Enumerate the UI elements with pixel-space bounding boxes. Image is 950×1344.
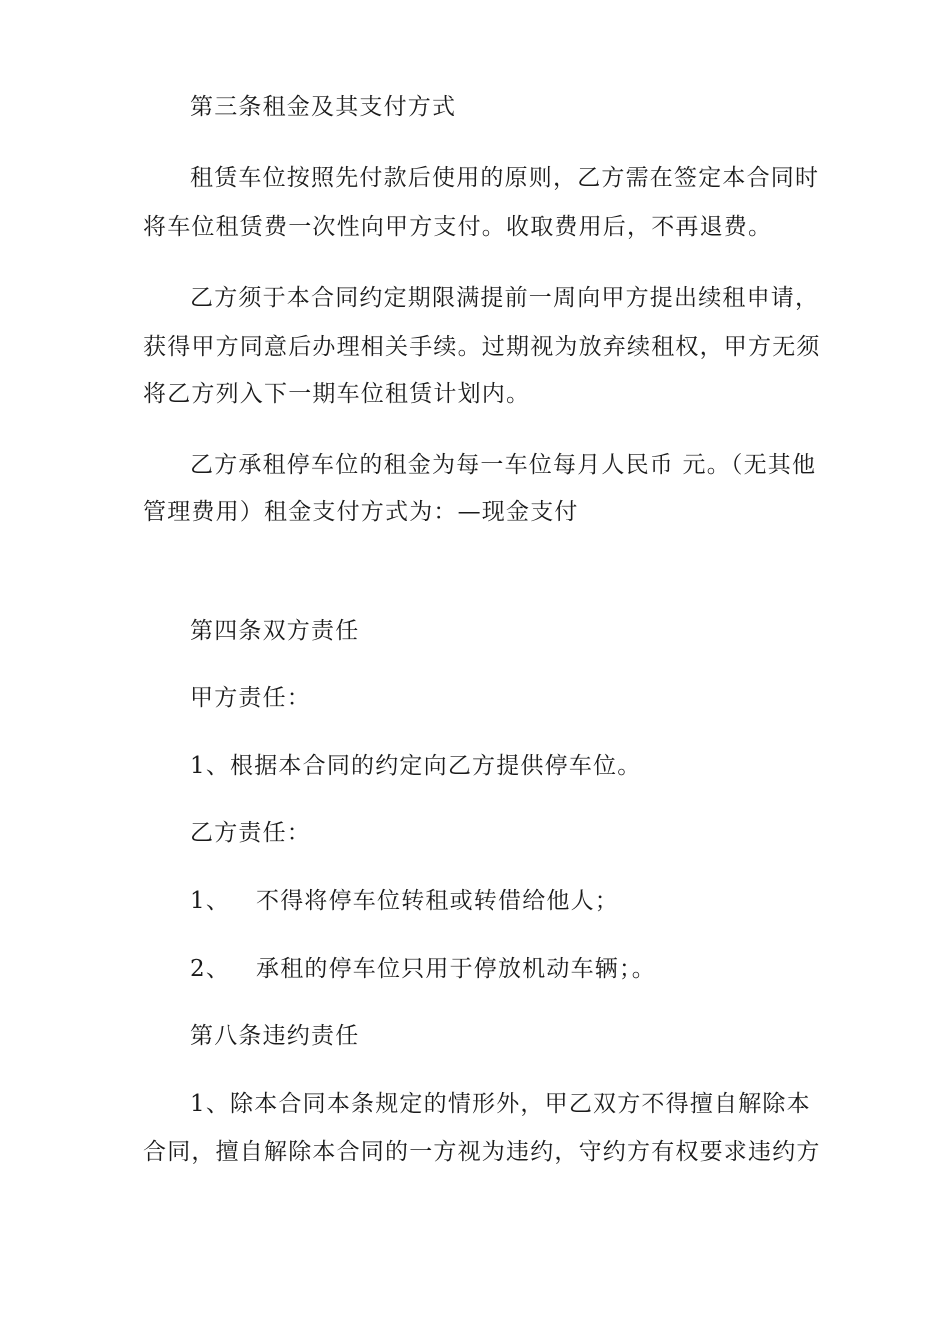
section-3-para-3-line-1: 乙方承租停车位的租金为每一车位每月人民币 元。（无其他	[190, 452, 817, 478]
list-number: 1、	[190, 888, 231, 914]
section-8-heading: 第八条违约责任	[190, 1023, 360, 1049]
party-b-item-1	[190, 886, 619, 916]
list-number: 2、	[190, 956, 231, 982]
section-4-heading: 第四条双方责任	[190, 618, 360, 644]
party-a-label: 甲方责任：	[190, 685, 311, 711]
section-8-para-1-line-1: 1、除本合同本条规定的情形外，甲乙双方不得擅自解除本	[190, 1091, 811, 1117]
party-b-item-2	[190, 954, 656, 984]
section-3-para-2-line-2: 获得甲方同意后办理相关手续。过期视为放弃续租权，甲方无须	[143, 334, 821, 360]
list-item-text: 承租的停车位只用于停放机动车辆；。	[256, 956, 656, 982]
party-a-item-1: 1、根据本合同的约定向乙方提供停车位。	[190, 753, 642, 779]
section-3-para-2-line-3: 将乙方列入下一期车位租赁计划内。	[143, 381, 531, 407]
section-8-para-1-line-2: 合同，擅自解除本合同的一方视为违约，守约方有权要求违约方	[143, 1139, 821, 1165]
party-b-label: 乙方责任：	[190, 820, 311, 846]
section-3-para-3-line-2: 管理费用）租金支付方式为：—现金支付	[143, 499, 579, 525]
section-3-para-1-line-2: 将车位租赁费一次性向甲方支付。收取费用后，不再退费。	[143, 214, 773, 240]
list-item-text: 不得将停车位转租或转借给他人；	[256, 888, 619, 914]
section-3-heading: 第三条租金及其支付方式	[190, 94, 457, 120]
section-3-para-2-line-1: 乙方须于本合同约定期限满提前一周向甲方提出续租申请，	[190, 285, 820, 311]
section-3-para-1-line-1: 租赁车位按照先付款后使用的原则，乙方需在签定本合同时	[190, 165, 820, 191]
